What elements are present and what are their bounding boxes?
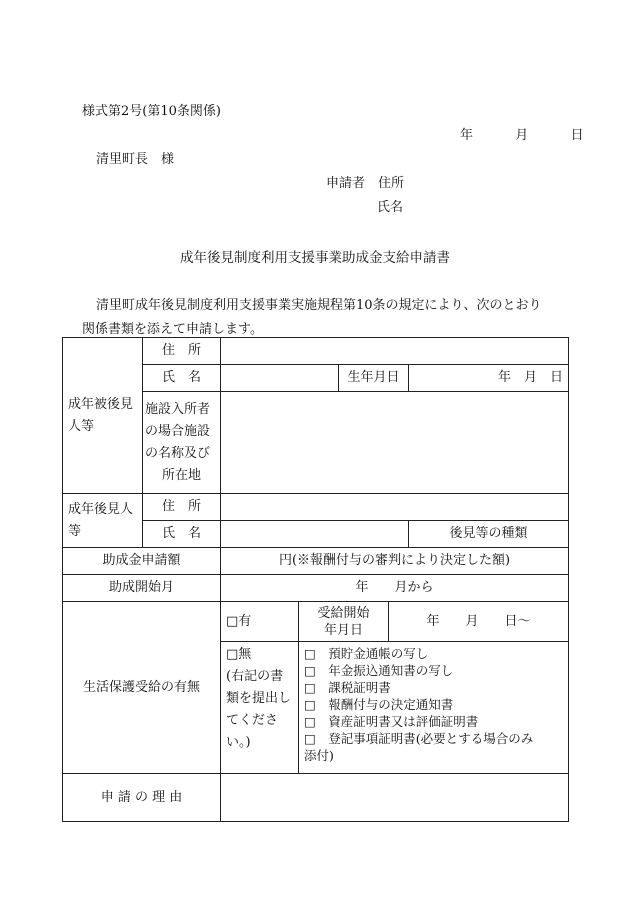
guardian-address-field[interactable] (221, 494, 569, 521)
guardian-name-label: 氏 名 (143, 521, 221, 548)
application-table (62, 337, 569, 822)
doc-checkbox-asset[interactable]: □ 資産証明書又は評価証明書 (304, 714, 479, 729)
doc-checkbox-fee-notice[interactable]: □ 報酬付与の決定通知書 (304, 697, 454, 712)
facility-field[interactable] (221, 392, 569, 494)
ward-label: 成年被後見 人等 (63, 338, 143, 494)
required-documents-list (299, 642, 569, 774)
document-title: 成年後見制度利用支援事業助成金支給申請書 (180, 250, 450, 266)
welfare-no-cell: □無 (右記の書 類を提出し てくださ い。) (221, 642, 299, 774)
receive-start-field[interactable]: 年 月 日～ (389, 602, 569, 642)
date-year-label: 年 (460, 128, 474, 143)
intro-line-1: 清里町成年後見制度利用支援事業実施規程第10条の規定により、次のとおり (96, 298, 542, 313)
addressee: 清里町長 様 (96, 152, 175, 167)
start-month-field[interactable]: 年 月から (221, 575, 569, 602)
applicant-name-label: 氏名 (377, 200, 404, 215)
birthdate-label: 生年月日 (339, 365, 409, 392)
amount-label: 助成金申請額 (63, 548, 221, 575)
ward-address-field[interactable] (221, 338, 569, 365)
ward-name-label: 氏 名 (143, 365, 221, 392)
welfare-label: 生活保護受給の有無 (63, 602, 221, 774)
doc-checkbox-tax[interactable]: □ 課税証明書 (304, 680, 391, 695)
date-day-label: 日 (570, 128, 584, 143)
ward-name-field[interactable] (221, 365, 339, 392)
amount-field[interactable]: 円(※報酬付与の審判により決定した額) (221, 548, 569, 575)
ward-address-label: 住 所 (143, 338, 221, 365)
doc-checkbox-pension[interactable]: □ 年金振込通知書の写し (304, 663, 454, 678)
start-month-label: 助成開始月 (63, 575, 221, 602)
guardian-name-field[interactable] (221, 521, 409, 548)
guardian-label: 成年後見人 等 (63, 494, 143, 548)
guardian-address-label: 住 所 (143, 494, 221, 521)
doc-registry-continued: 添付) (304, 748, 334, 763)
welfare-no-checkbox[interactable]: □無 (226, 647, 252, 662)
guardian-type-label: 後見等の種類 (409, 521, 569, 548)
date-month-label: 月 (515, 128, 529, 143)
reason-label: 申 請 の 理 由 (63, 774, 221, 822)
intro-line-2: 関係書類を添えて申請します。 (82, 322, 263, 337)
reason-field[interactable] (221, 774, 569, 822)
submission-date (460, 124, 584, 143)
doc-checkbox-passbook[interactable]: □ 預貯金通帳の写し (304, 646, 429, 661)
applicant-address-label: 申請者 住所 (326, 176, 405, 191)
receive-start-label: 受給開始 年月日 (299, 602, 389, 642)
welfare-yes-checkbox[interactable]: □有 (221, 602, 299, 642)
facility-label: 施設入所者 の場合施設 の名称及び 所在地 (143, 392, 221, 494)
birthdate-field[interactable]: 年 月 日 (409, 365, 569, 392)
form-number: 様式第2号(第10条関係) (82, 104, 221, 119)
doc-checkbox-registry[interactable]: □ 登記事項証明書(必要とする場合のみ (304, 731, 534, 746)
